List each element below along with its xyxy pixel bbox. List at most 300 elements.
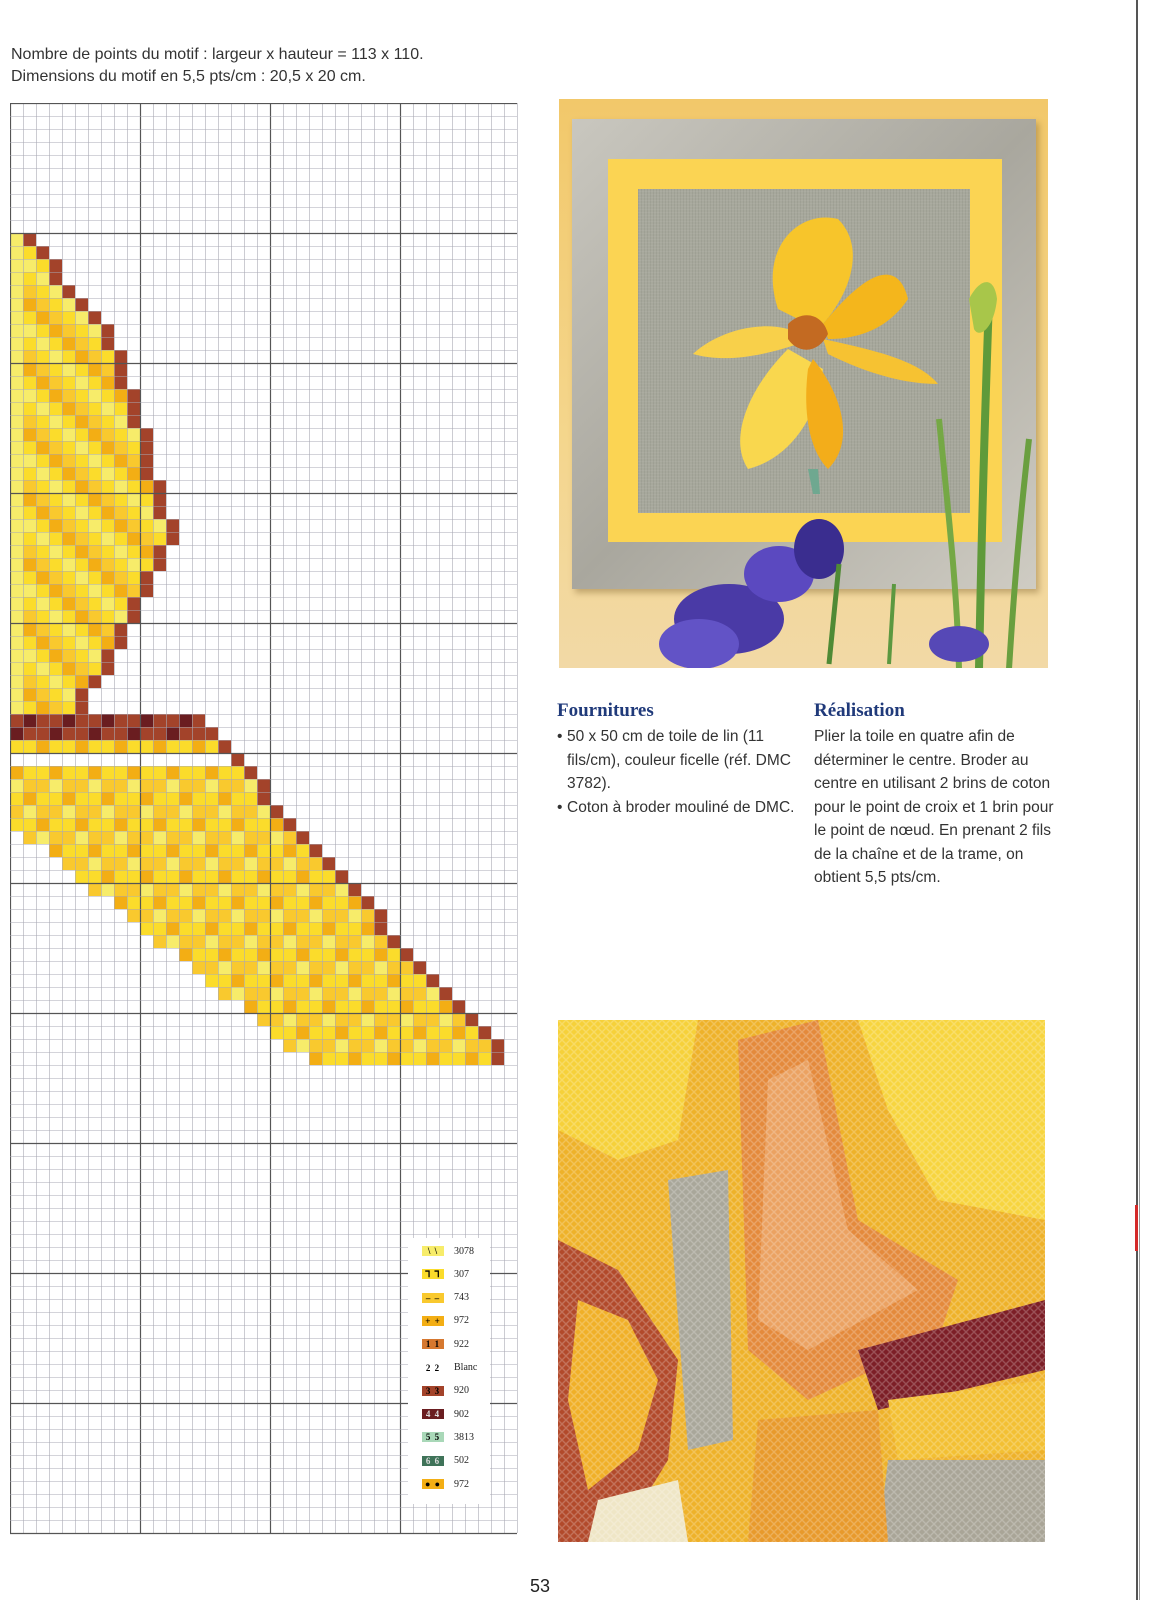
stitch-cell	[127, 727, 140, 740]
stitch-cell	[322, 935, 335, 948]
stitch-cell	[179, 922, 192, 935]
stitch-cell	[478, 1039, 491, 1052]
legend-swatch: 5 5	[422, 1432, 444, 1442]
stitch-cell	[244, 974, 257, 987]
stitch-cell	[62, 805, 75, 818]
instructions-title: Réalisation	[814, 700, 905, 721]
stitch-cell	[166, 922, 179, 935]
stitch-cell	[62, 649, 75, 662]
stitch-cell	[400, 1026, 413, 1039]
stitch-cell	[75, 428, 88, 441]
stitch-cell	[10, 480, 23, 493]
stitch-cell	[283, 1039, 296, 1052]
stitch-cell	[140, 467, 153, 480]
stitch-cell	[49, 506, 62, 519]
stitch-cell	[348, 909, 361, 922]
stitch-cell	[231, 818, 244, 831]
stitch-cell	[140, 584, 153, 597]
stitch-cell	[153, 532, 166, 545]
stitch-cell	[88, 415, 101, 428]
stitch-cell	[400, 1052, 413, 1065]
dimensions-text: Dimensions du motif en 5,5 pts/cm : 20,5 x 20 cm.	[11, 68, 366, 85]
pattern-info	[11, 44, 424, 88]
stitch-cell	[205, 779, 218, 792]
stitch-cell	[218, 961, 231, 974]
stitch-cell	[114, 519, 127, 532]
stitch-cell	[114, 415, 127, 428]
stitch-cell	[75, 662, 88, 675]
stitch-cell	[179, 727, 192, 740]
stitch-cell	[140, 493, 153, 506]
stitch-cell	[244, 948, 257, 961]
stitch-cell	[270, 935, 283, 948]
stitch-cell	[62, 597, 75, 610]
stitch-cell	[140, 883, 153, 896]
stitch-cell	[296, 987, 309, 1000]
stitch-cell	[114, 454, 127, 467]
stitch-cell	[23, 402, 36, 415]
stitch-cell	[36, 623, 49, 636]
stitch-cell	[257, 792, 270, 805]
stitch-cell	[127, 740, 140, 753]
stitch-cell	[205, 792, 218, 805]
stitch-cell	[205, 818, 218, 831]
stitch-cell	[36, 298, 49, 311]
stitch-cell	[257, 974, 270, 987]
stitch-cell	[270, 922, 283, 935]
stitch-cell	[166, 519, 179, 532]
stitch-cell	[153, 883, 166, 896]
stitch-cell	[270, 987, 283, 1000]
stitch-cell	[49, 649, 62, 662]
stitch-cell	[36, 597, 49, 610]
stitch-cell	[153, 493, 166, 506]
stitch-cell	[62, 311, 75, 324]
stitch-cell	[166, 532, 179, 545]
stitch-cell	[283, 987, 296, 1000]
stitch-cell	[114, 831, 127, 844]
stitch-cell	[335, 909, 348, 922]
stitch-cell	[296, 948, 309, 961]
stitch-cell	[23, 688, 36, 701]
stitch-cell	[62, 519, 75, 532]
stitch-cell	[257, 948, 270, 961]
stitch-cell	[75, 350, 88, 363]
stitch-cell	[205, 961, 218, 974]
stitch-cell	[335, 987, 348, 1000]
stitch-cell	[10, 337, 23, 350]
stitch-cell	[127, 870, 140, 883]
stitch-cell	[49, 701, 62, 714]
stitch-cell	[114, 584, 127, 597]
stitch-cell	[88, 831, 101, 844]
stitch-cell	[348, 948, 361, 961]
stitch-cell	[88, 844, 101, 857]
stitch-cell	[153, 831, 166, 844]
legend-row	[408, 1333, 490, 1355]
stitch-cell	[257, 870, 270, 883]
embroidery-closeup-photo	[558, 1020, 1045, 1542]
stitch-cell	[114, 870, 127, 883]
stitch-cell	[166, 896, 179, 909]
stitch-cell	[244, 844, 257, 857]
stitch-cell	[140, 779, 153, 792]
stitch-cell	[205, 766, 218, 779]
stitch-cell	[309, 844, 322, 857]
legend-code: Blanc	[454, 1362, 478, 1373]
stitch-cell	[296, 974, 309, 987]
stitch-cell	[36, 558, 49, 571]
stitch-cell	[101, 389, 114, 402]
stitch-cell	[127, 714, 140, 727]
stitch-cell	[62, 389, 75, 402]
stitch-cell	[231, 792, 244, 805]
stitch-cell	[322, 870, 335, 883]
stitch-cell	[257, 831, 270, 844]
stitch-cell	[62, 350, 75, 363]
stitch-cell	[101, 558, 114, 571]
stitch-cell	[49, 415, 62, 428]
legend-row	[408, 1310, 490, 1332]
stitch-cell	[127, 779, 140, 792]
stitch-cell	[153, 545, 166, 558]
stitch-cell	[101, 506, 114, 519]
stitch-cell	[244, 909, 257, 922]
stitch-cell	[179, 792, 192, 805]
stitch-cell	[257, 779, 270, 792]
stitch-cell	[166, 714, 179, 727]
stitch-cell	[88, 740, 101, 753]
stitch-cell	[101, 467, 114, 480]
stitch-cell	[231, 935, 244, 948]
stitch-cell	[62, 831, 75, 844]
stitch-cell	[244, 870, 257, 883]
stitch-cell	[270, 961, 283, 974]
stitch-cell	[140, 896, 153, 909]
stitch-cell	[101, 727, 114, 740]
stitch-cell	[374, 1013, 387, 1026]
legend-swatch: ⅂ ⅂	[422, 1269, 444, 1279]
stitch-cell	[322, 883, 335, 896]
stitch-cell	[244, 779, 257, 792]
stitch-cell	[218, 805, 231, 818]
page-edge-line-2	[1139, 700, 1140, 1600]
stitch-cell	[283, 948, 296, 961]
stitch-cell	[49, 610, 62, 623]
stitch-cell	[439, 1013, 452, 1026]
legend-code: 502	[454, 1455, 469, 1467]
stitch-cell	[335, 1039, 348, 1052]
stitch-cell	[153, 909, 166, 922]
stitch-cell	[413, 1052, 426, 1065]
stitch-cell	[49, 441, 62, 454]
stitch-cell	[75, 753, 88, 766]
stitch-cell	[114, 740, 127, 753]
stitch-cell	[309, 948, 322, 961]
stitch-cell	[335, 922, 348, 935]
stitch-cell	[322, 909, 335, 922]
stitch-cell	[231, 974, 244, 987]
stitch-cell	[75, 532, 88, 545]
stitch-cell	[283, 1026, 296, 1039]
stitch-cell	[179, 831, 192, 844]
stitch-cell	[296, 883, 309, 896]
stitch-cell	[153, 727, 166, 740]
stitch-cell	[348, 974, 361, 987]
stitch-cell	[361, 935, 374, 948]
stitch-cell	[400, 961, 413, 974]
stitch-cell	[36, 389, 49, 402]
stitch-cell	[218, 792, 231, 805]
stitch-cell	[23, 337, 36, 350]
stitch-cell	[62, 285, 75, 298]
stitch-cell	[179, 714, 192, 727]
legend-code: 3078	[454, 1245, 474, 1257]
stitch-cell	[322, 961, 335, 974]
stitch-cell	[192, 818, 205, 831]
stitch-cell	[36, 311, 49, 324]
stitch-cell	[426, 987, 439, 1000]
stitch-cell	[88, 428, 101, 441]
stitch-cell	[23, 649, 36, 662]
stitch-cell	[114, 805, 127, 818]
stitch-cell	[348, 883, 361, 896]
stitch-cell	[10, 818, 23, 831]
stitch-cell	[101, 623, 114, 636]
stitch-cell	[192, 896, 205, 909]
stitch-cell	[10, 727, 23, 740]
stitch-cell	[88, 753, 101, 766]
stitch-cell	[10, 792, 23, 805]
stitch-cell	[296, 961, 309, 974]
stitch-cell	[88, 324, 101, 337]
stitch-cell	[257, 961, 270, 974]
stitch-cell	[23, 805, 36, 818]
stitch-cell	[348, 935, 361, 948]
stitch-cell	[75, 324, 88, 337]
stitch-cell	[62, 480, 75, 493]
stitch-cell	[62, 753, 75, 766]
purple-irises	[659, 504, 1039, 668]
stitch-cell	[374, 1039, 387, 1052]
stitch-cell	[62, 584, 75, 597]
stitch-cell	[23, 480, 36, 493]
stitch-cell	[49, 454, 62, 467]
stitch-cell	[140, 480, 153, 493]
stitch-cell	[88, 636, 101, 649]
stitch-cell	[140, 428, 153, 441]
edge-marker	[1135, 1205, 1138, 1251]
stitch-cell	[49, 402, 62, 415]
stitch-cell	[257, 1013, 270, 1026]
stitch-cell	[23, 701, 36, 714]
stitch-cell	[10, 233, 23, 246]
stitch-cell	[127, 766, 140, 779]
stitch-cell	[101, 714, 114, 727]
stitch-cell	[231, 948, 244, 961]
legend-row	[408, 1357, 490, 1379]
stitch-cell	[127, 805, 140, 818]
stitch-cell	[140, 441, 153, 454]
stitch-cell	[322, 896, 335, 909]
stitch-cell	[400, 1039, 413, 1052]
stitch-cell	[114, 597, 127, 610]
stitch-cell	[23, 597, 36, 610]
stitch-cell	[205, 870, 218, 883]
stitch-cell	[205, 935, 218, 948]
stitch-cell	[75, 623, 88, 636]
stitch-cell	[140, 805, 153, 818]
stitch-cell	[140, 818, 153, 831]
stitch-cell	[23, 584, 36, 597]
stitch-cell	[88, 727, 101, 740]
stitch-cell	[75, 506, 88, 519]
stitch-cell	[465, 1013, 478, 1026]
stitch-cell	[114, 844, 127, 857]
stitch-cell	[361, 1052, 374, 1065]
stitch-cell	[101, 363, 114, 376]
stitch-cell	[465, 1052, 478, 1065]
legend-code: 972	[454, 1478, 469, 1490]
stitch-cell	[10, 428, 23, 441]
stitch-cell	[153, 818, 166, 831]
stitch-cell	[49, 714, 62, 727]
stitch-cell	[374, 974, 387, 987]
stitch-cell	[218, 779, 231, 792]
stitch-cell	[192, 909, 205, 922]
stitch-cell	[231, 883, 244, 896]
stitch-cell	[23, 259, 36, 272]
stitch-cell	[127, 480, 140, 493]
stitch-cell	[439, 1052, 452, 1065]
stitch-cell	[244, 922, 257, 935]
stitch-cell	[361, 948, 374, 961]
stitch-cell	[400, 974, 413, 987]
stitch-cell	[309, 1039, 322, 1052]
stitch-cell	[387, 987, 400, 1000]
legend-code: 307	[454, 1268, 469, 1280]
stitch-cell	[114, 896, 127, 909]
stitch-cell	[101, 844, 114, 857]
stitch-cell	[62, 415, 75, 428]
stitch-cell	[322, 1013, 335, 1026]
stitch-cell	[62, 467, 75, 480]
stitch-cell	[23, 610, 36, 623]
stitch-cell	[322, 948, 335, 961]
stitch-cell	[478, 1052, 491, 1065]
supplies-title: Fournitures	[557, 700, 654, 721]
stitch-cell	[309, 857, 322, 870]
stitch-cell	[192, 805, 205, 818]
stitch-cell	[88, 350, 101, 363]
stitch-cell	[192, 727, 205, 740]
stitch-cell	[179, 779, 192, 792]
stitch-cell	[218, 766, 231, 779]
stitch-cell	[75, 857, 88, 870]
stitch-cell	[62, 376, 75, 389]
stitch-cell	[10, 662, 23, 675]
stitch-cell	[36, 805, 49, 818]
stitch-cell	[153, 870, 166, 883]
stitch-cell	[49, 675, 62, 688]
stitch-cell	[426, 1026, 439, 1039]
stitch-cell	[10, 363, 23, 376]
stitch-cell	[244, 883, 257, 896]
stitch-cell	[309, 1000, 322, 1013]
stitch-cell	[296, 831, 309, 844]
stitch-cell	[49, 636, 62, 649]
stitch-cell	[218, 896, 231, 909]
stitch-cell	[23, 298, 36, 311]
legend-code: 902	[454, 1408, 469, 1420]
stitch-cell	[10, 753, 23, 766]
stitch-cell	[127, 558, 140, 571]
stitch-cell	[23, 272, 36, 285]
stitch-cell	[127, 545, 140, 558]
stitch-cell	[75, 415, 88, 428]
stitch-cell	[62, 506, 75, 519]
stitch-cell	[374, 1000, 387, 1013]
stitch-cell	[101, 740, 114, 753]
stitch-cell	[205, 883, 218, 896]
stitch-cell	[205, 753, 218, 766]
stitch-cell	[75, 441, 88, 454]
stitch-cell	[114, 402, 127, 415]
stitch-cell	[153, 519, 166, 532]
stitch-cell	[270, 805, 283, 818]
stitch-cell	[127, 753, 140, 766]
stitch-cell	[101, 415, 114, 428]
stitch-cell	[166, 753, 179, 766]
stitch-cell	[101, 519, 114, 532]
stitch-cell	[257, 1000, 270, 1013]
stitch-cell	[205, 909, 218, 922]
stitch-cell	[62, 610, 75, 623]
stitch-cell	[348, 896, 361, 909]
stitch-cell	[452, 1039, 465, 1052]
legend-code: 972	[454, 1315, 469, 1327]
stitch-cell	[88, 623, 101, 636]
stitch-cell	[10, 740, 23, 753]
stitch-cell	[101, 766, 114, 779]
stitch-cell	[23, 454, 36, 467]
stitch-cell	[62, 402, 75, 415]
stitch-cell	[413, 974, 426, 987]
stitch-cell	[23, 324, 36, 337]
stitch-cell	[179, 870, 192, 883]
stitch-cell	[36, 337, 49, 350]
stitch-cell	[257, 818, 270, 831]
stitch-cell	[49, 298, 62, 311]
stitch-cell	[101, 532, 114, 545]
stitch-cell	[283, 961, 296, 974]
stitch-cell	[36, 675, 49, 688]
instructions-section	[814, 700, 1054, 890]
stitch-cell	[36, 727, 49, 740]
stitch-cell	[140, 831, 153, 844]
stitch-cell	[10, 389, 23, 402]
stitch-cell	[153, 766, 166, 779]
stitch-cell	[140, 571, 153, 584]
stitch-cell	[23, 519, 36, 532]
stitch-cell	[101, 324, 114, 337]
stitch-cell	[62, 298, 75, 311]
stitch-cell	[296, 935, 309, 948]
legend-row	[408, 1426, 490, 1448]
stitch-cell	[49, 792, 62, 805]
stitch-cell	[101, 870, 114, 883]
stitch-cell	[413, 1026, 426, 1039]
